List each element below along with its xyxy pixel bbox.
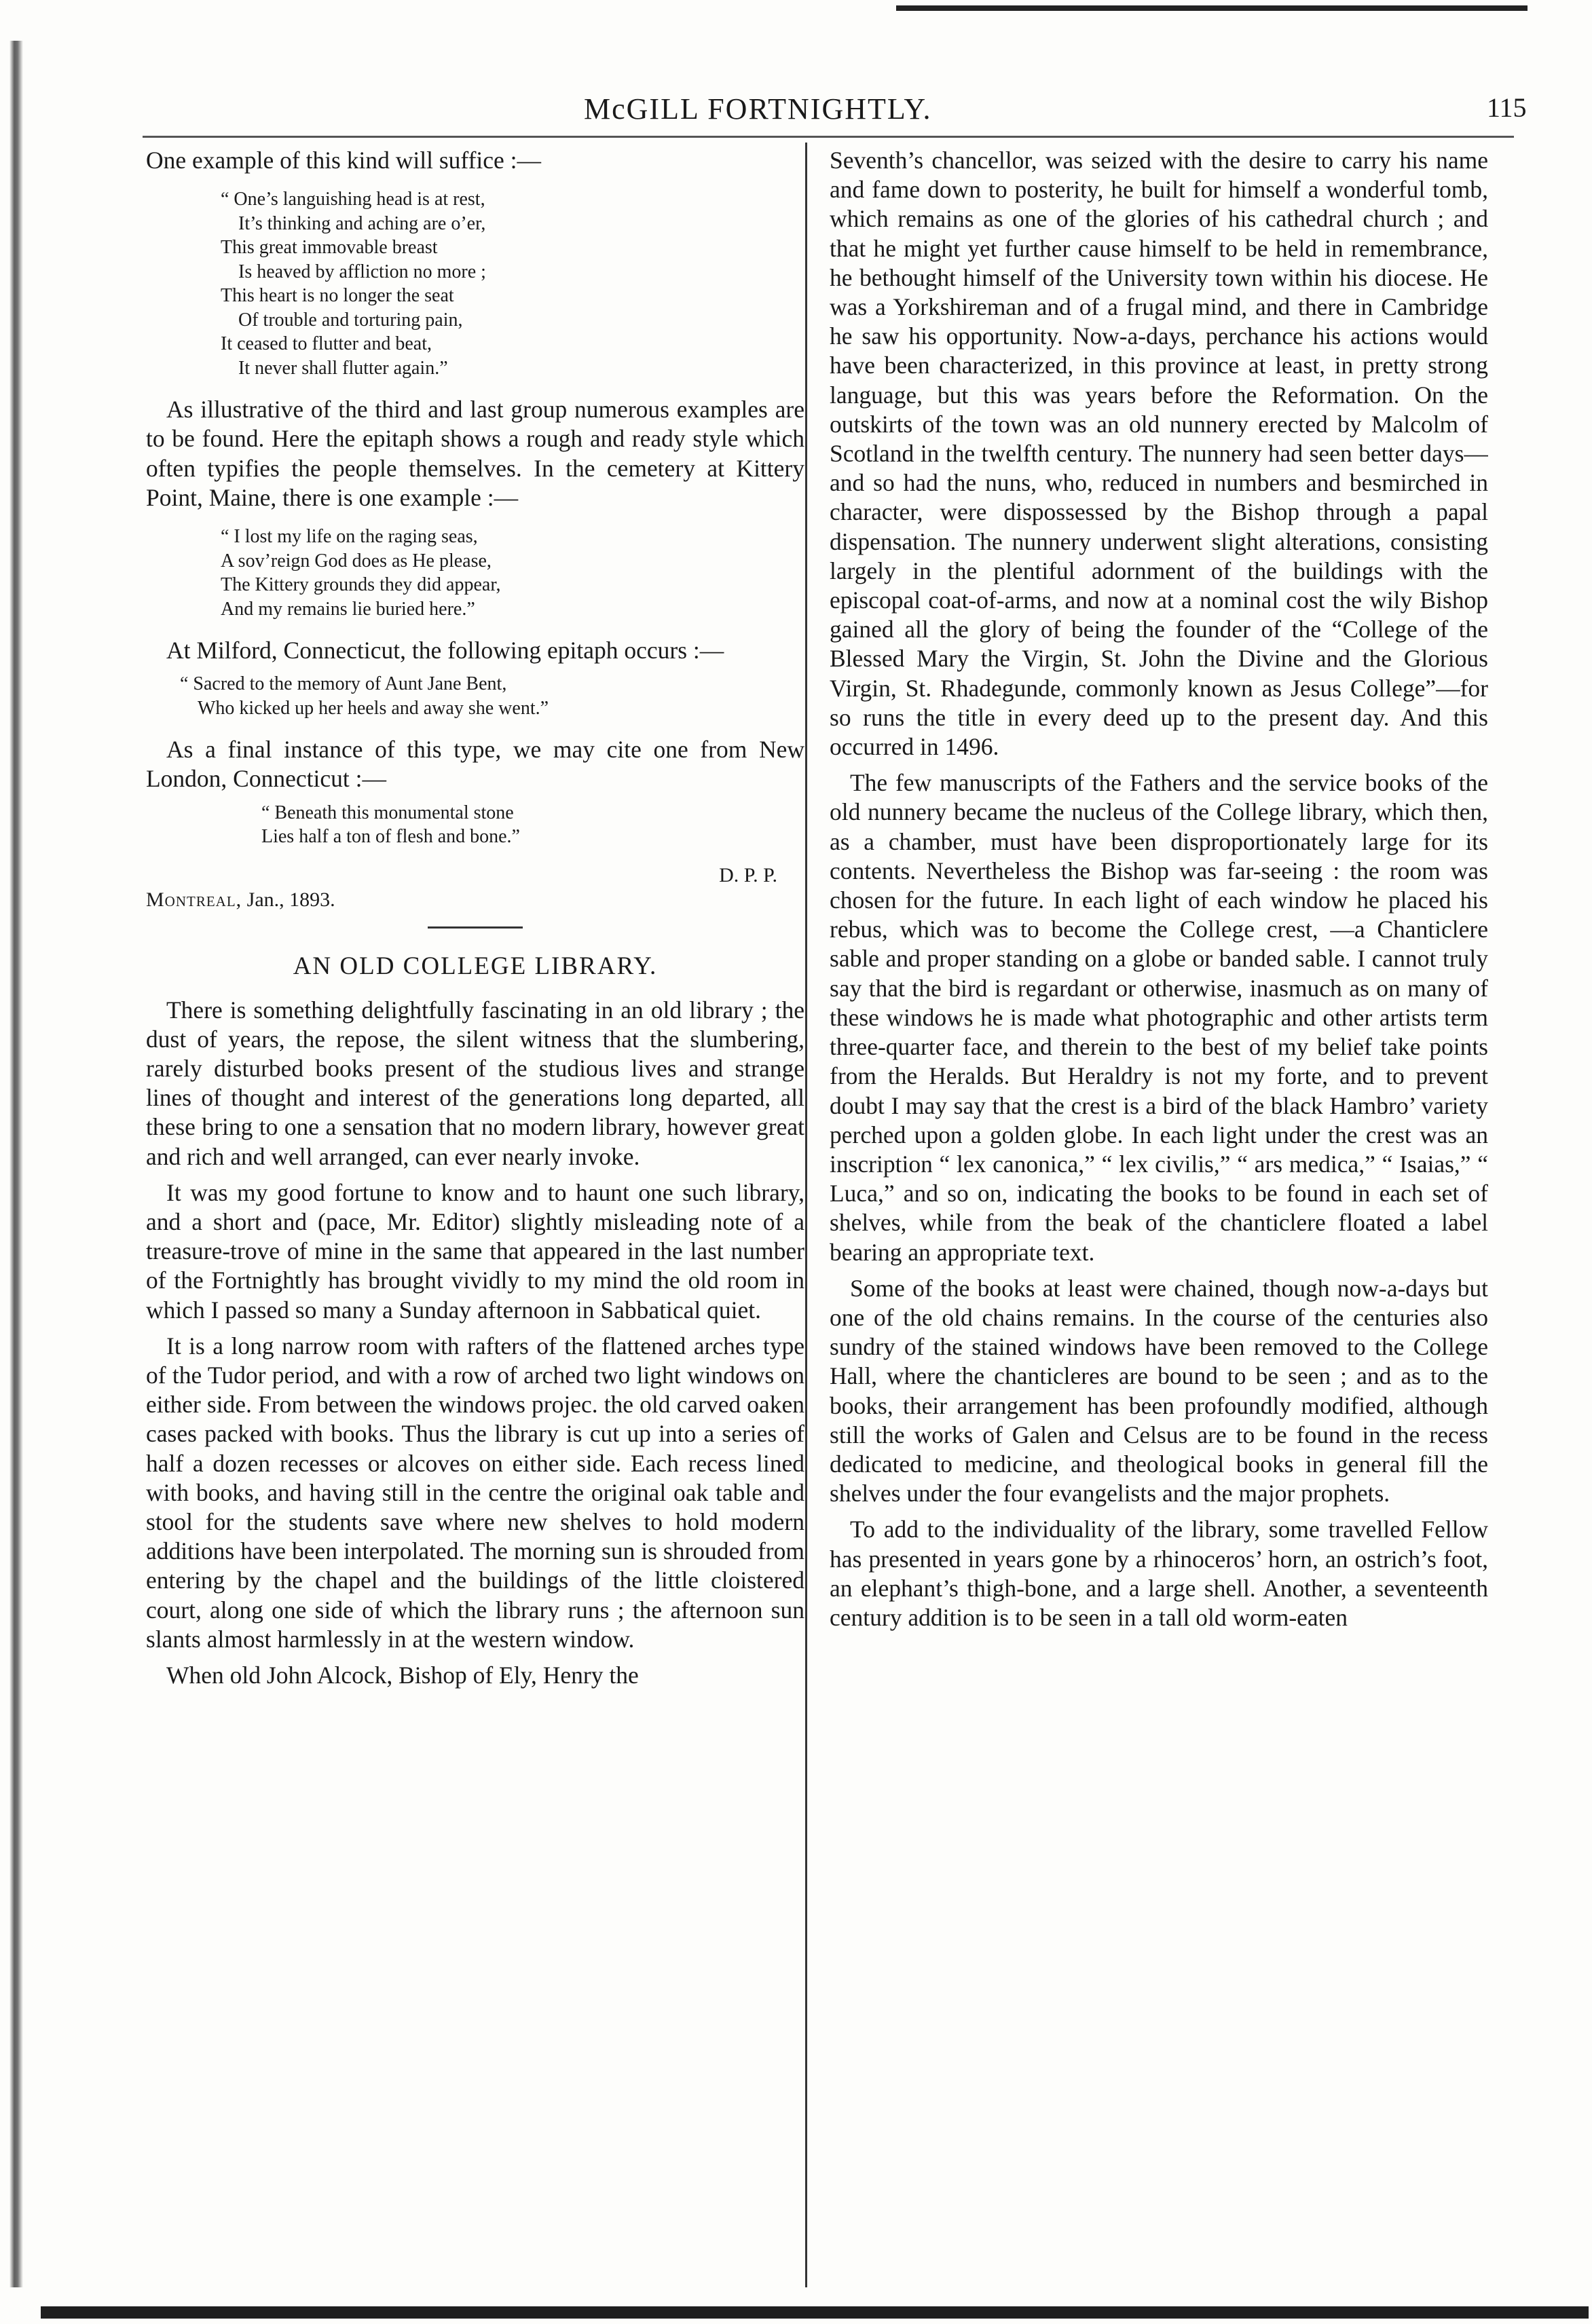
verse-line: Lies half a ton of flesh and bone.” <box>261 826 520 848</box>
verse-line: The Kittery grounds they did appear, <box>221 574 501 596</box>
verse-line: It’s thinking and aching are o’er, <box>238 212 486 234</box>
binding-shadow <box>10 41 23 2287</box>
paragraph: As a final instance of this type, we may cite one from New London, Connecticut :— <box>146 736 804 793</box>
verse-line: It never shall flutter again.” <box>238 357 448 379</box>
verse-epitaph-4 <box>261 801 804 849</box>
verse-epitaph-3 <box>180 672 804 720</box>
author-signature: D. P. P. <box>719 863 777 886</box>
page-number: 115 <box>1487 92 1527 123</box>
journal-title: McGILL FORTNIGHTLY. <box>584 92 932 126</box>
verse-line: “ One’s languishing head is at rest, <box>221 189 485 210</box>
verse-epitaph-1 <box>221 187 804 380</box>
paragraph: It was my good fortune to know and to haunt one such library, and a short and (pace, Mr. Editor) slightly misleading note of a treasure-trove of mine in the same that appeared in the last number of the Fortnightly has brought vividly to my mind the old room in which I passed so many a Sunday afternoon in Sabbatical quiet. <box>146 1178 804 1324</box>
verse-epitaph-2 <box>221 525 804 621</box>
verse-line: “ Beneath this monumental stone <box>261 802 514 823</box>
paragraph: When old John Alcock, Bishop of Ely, Henry the <box>166 1662 639 1689</box>
verse-line: And my remains lie buried here.” <box>221 598 475 620</box>
paragraph: Seventh’s chancellor, was seized with the desire to carry his name and fame down to posterity, he built for himself a wonderful tomb, which remains as one of the glories of his cathedral church ; and that he might yet further cause himself to be held in remembrance, he bethought himself of the University town within his diocese. He was a Yorkshireman and of a frugal mind, and there in Cambridge he saw his opportunity. Now-a-days, perchance his actions would have been characterized, in this province at least, in pretty strong language, but this was years before the Reformation. On the outskirts of the town was an old nunnery erected by Malcolm of Scotland in the twelfth century. The nunnery had seen better days—and so had the nuns, who, reduced in numbers and besmirched in character, were dispossessed by the Bishop through a papal dispensation. The nunnery underwent slight alterations, consisting largely in the plentiful adornment of the buildings with the episcopal coat-of-arms, and now at a nominal cost the wily Bishop gained all the glory of being the founder of the “College of the Blessed Mary the Virgin, St. John the Divine and the Glorious Virgin, St. Rhadegunde, commonly known as Jesus College”—for so runs the title in every deed up to the present day. And this occurred in 1496. <box>830 147 1488 761</box>
verse-line: It ceased to flutter and beat, <box>221 333 432 355</box>
verse-line: This great immovable breast <box>221 237 438 259</box>
paragraph: There is something delightfully fascinating in an old library ; the dust of years, the repose, the silent witness that the slumbering, rarely disturbed books present of the studious lives and strange lines of thought and interest of the generations long departed, all these bring to one a sensation that no modern library, however great and rich and well arranged, can ever nearly invoke. <box>146 996 804 1170</box>
top-edge-rule <box>896 5 1528 11</box>
right-column <box>830 146 1488 2277</box>
verse-line: A sov’reign God does as He please, <box>221 550 492 571</box>
paragraph: As illustrative of the third and last group numerous examples are to be found. Here the epitaph shows a rough and ready style which often typifies the people themselves. In the cemetery at Kittery Point, Maine, there is one example :— <box>146 396 804 511</box>
left-column <box>146 146 804 2277</box>
dateline <box>146 888 804 912</box>
paragraph: The few manuscripts of the Fathers and the service books of the old nunnery became the nucleus of the College library, which then, as a chamber, must have been disproportionately large for its contents. Nevertheless the Bishop was far-seeing : the room was chosen for the future. In each light of each window he placed his rebus, which was to become the College crest, —a Chanticlere sable and proper standing on a globe or banded sable. I cannot truly say that the bird is regardant or otherwise, inasmuch as on many of these windows he is made what photographic and other artists term three-quarter face, and therein to the best of my belief take points from the Heralds. But Heraldry is not my forte, and to prevent doubt I may say that the crest is a bird of the black Hambro’ variety perched upon a golden globe. In each light under the crest was an inscription “ lex canonica,” “ lex civilis,” “ ars medica,” “ Isaias,” “ Luca,” and so on, indicating the books to be found in each set of shelves, while from the beak of the chanticlere floated a label bearing an appropriate text. <box>830 769 1488 1266</box>
intro-line: One example of this kind will suffice :— <box>146 147 542 174</box>
paragraph: To add to the individuality of the library, some travelled Fellow has presented in years gone by a rhinoceros’ horn, an ostrich’s foot, an elephant’s thigh-bone, and a large shell. Another, a seventeenth century addition is to be seen in a tall old worm-eaten <box>830 1516 1488 1631</box>
paragraph: It is a long narrow room with rafters of the flattened arches type of the Tudor period, and with a row of arched two light windows on either side. From between the windows projec. the old carved oaken cases packed with books. Thus the library is cut up into a series of half a dozen recesses or alcoves on either side. Each recess lined with books, and having still in the centre the original oak table and stool for the students save where new shelves to hold modern additions have been interpolated. The morning sun is shrouded from entering by the chapel and the buildings of the little cloistered court, along one side of which the library runs ; the afternoon sun slants almost harmlessly in at the western window. <box>146 1332 804 1653</box>
verse-line: Is heaved by affliction no more ; <box>238 261 486 282</box>
section-rule <box>428 926 523 929</box>
header-rule <box>143 136 1514 138</box>
paragraph: At Milford, Connecticut, the following epitaph occurs :— <box>166 637 724 664</box>
bottom-edge-rule <box>41 2306 1589 2319</box>
verse-line: Who kicked up her heels and away she went.” <box>198 697 549 719</box>
paragraph: Some of the books at least were chained, though now-a-days but one of the old chains remains. In the course of the centuries also sundry of the stained windows have been removed to the College Hall, where the chanticleres are bound to be seen ; and as to the books, their arrangement has been profoundly modified, although still the works of Galen and Celsus are to be found in the recess dedicated to medicine, and theological books in general fill the shelves under the four evangelists and the major prophets. <box>830 1274 1488 1507</box>
verse-line: “ I lost my life on the raging seas, <box>221 526 478 548</box>
column-divider <box>805 143 807 2287</box>
dateline-date: Jan., 1893. <box>246 888 335 911</box>
running-head <box>0 85 1592 132</box>
verse-line: “ Sacred to the memory of Aunt Jane Bent, <box>180 673 507 695</box>
article-title: AN OLD COLLEGE LIBRARY. <box>293 952 658 980</box>
verse-line: This heart is no longer the seat <box>221 285 454 307</box>
verse-line: Of trouble and torturing pain, <box>238 309 463 331</box>
dateline-place: Montreal, <box>146 888 242 911</box>
